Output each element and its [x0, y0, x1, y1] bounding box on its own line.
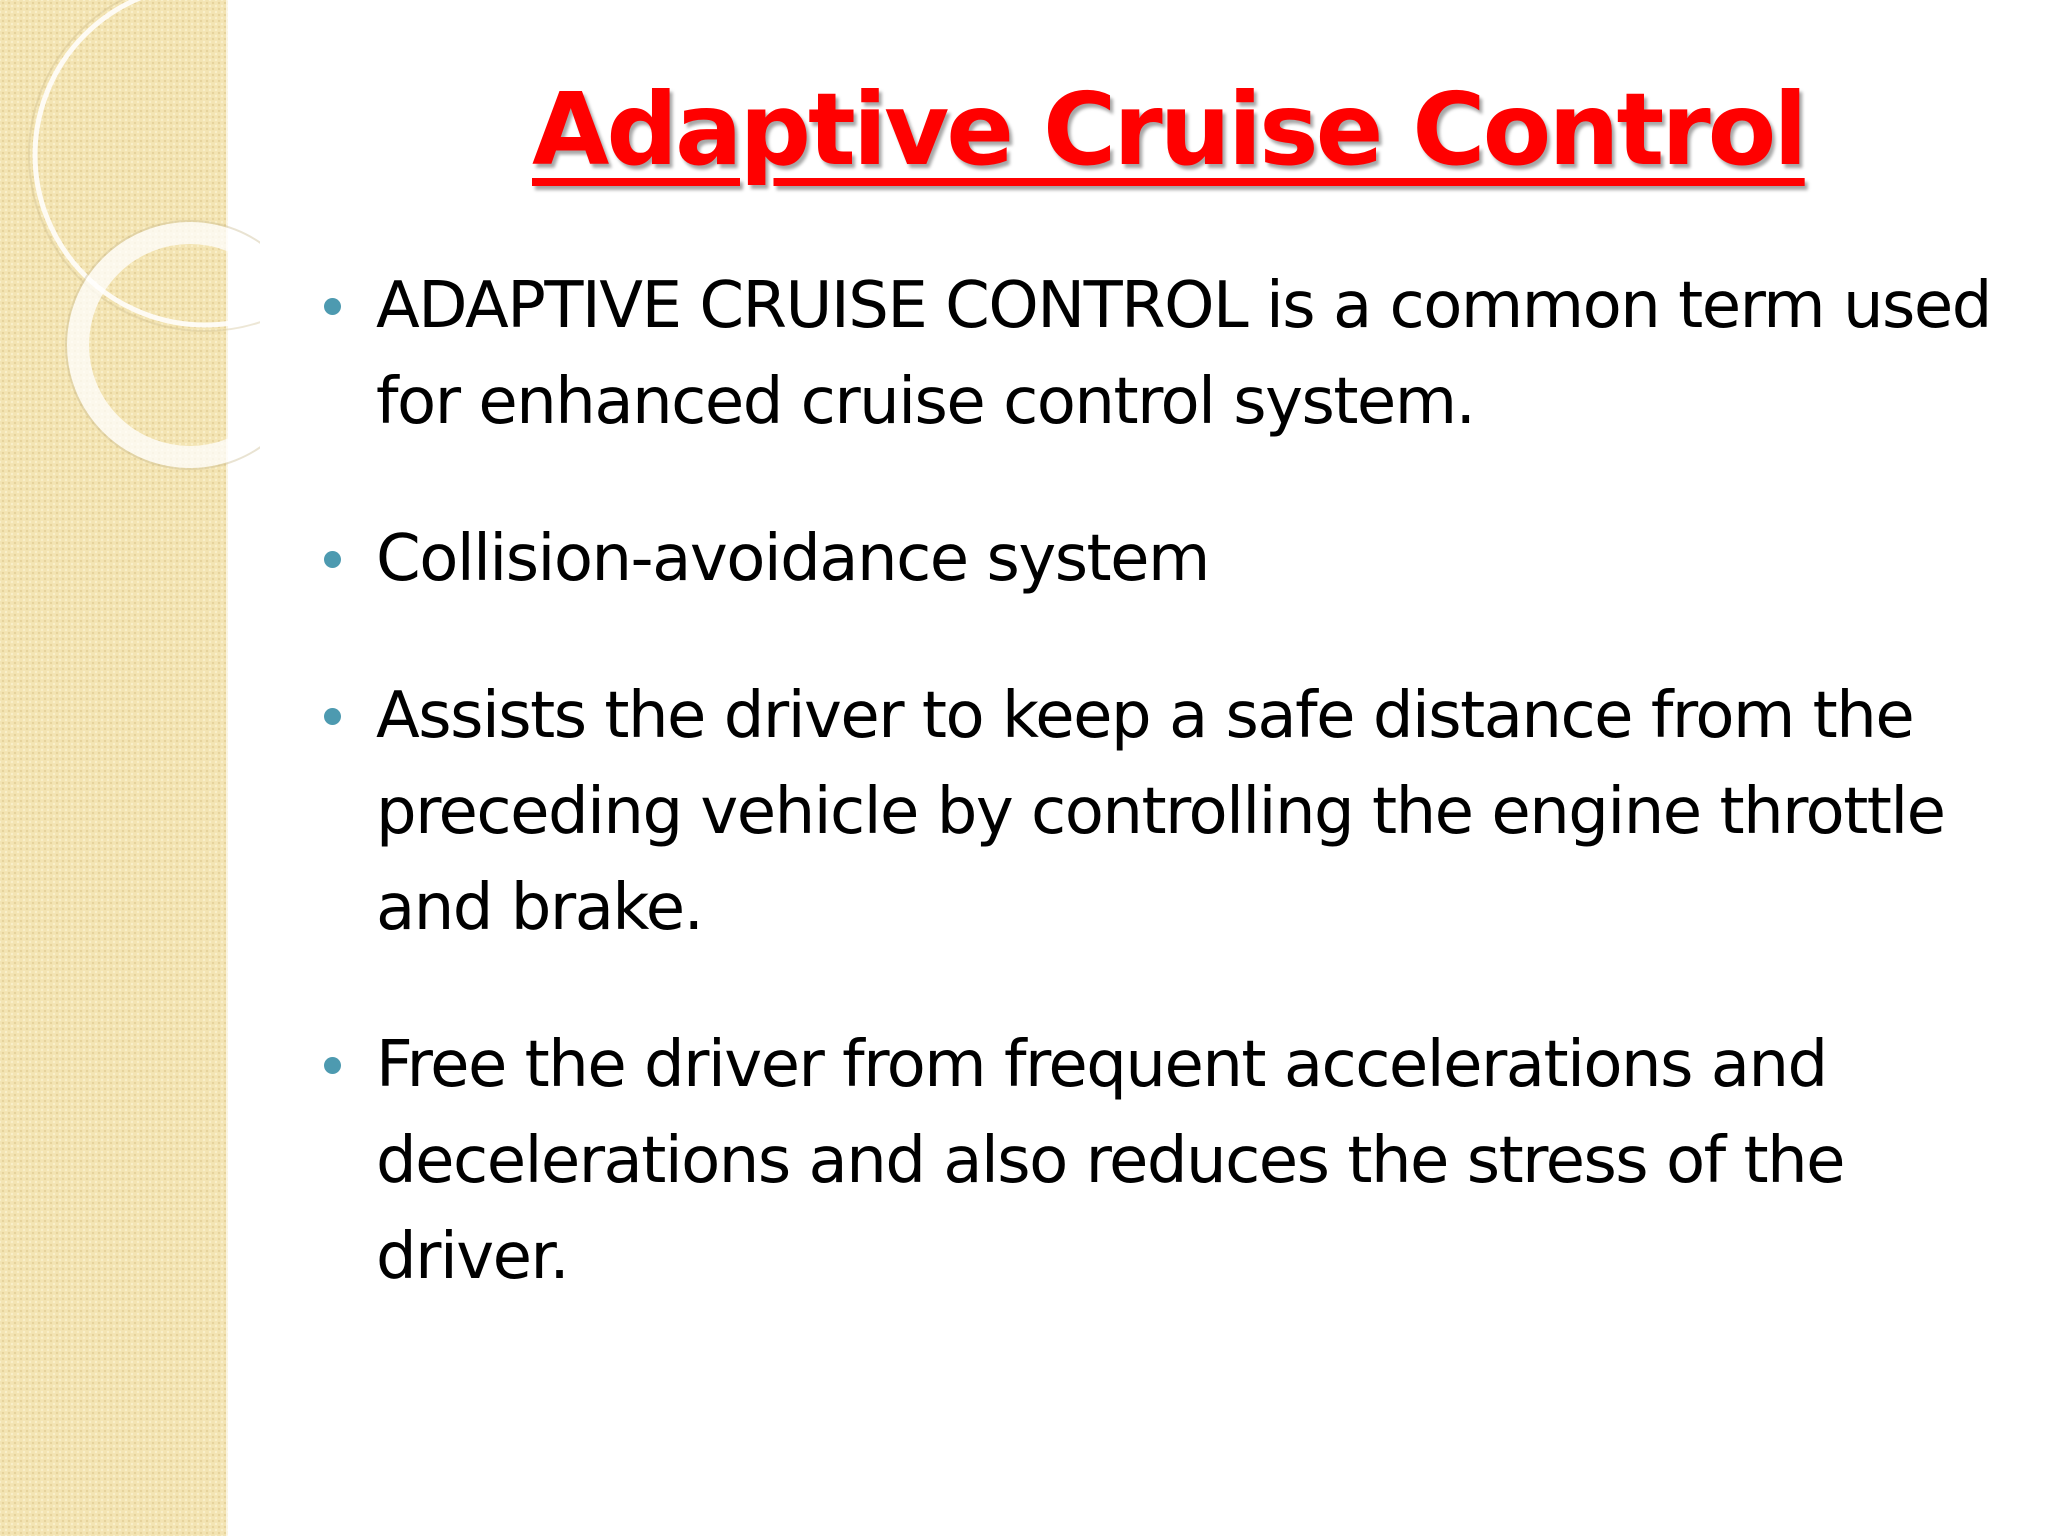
decorative-rings	[0, 0, 260, 560]
bullet-text: Assists the driver to keep a safe distance from the preceding vehicle by controlling the engine throttle and brake.	[376, 679, 1945, 945]
bullet-text: ADAPTIVE CRUISE CONTROL is a common term used for enhanced cruise control system.	[376, 269, 1991, 439]
bullet-list	[318, 258, 1998, 1305]
bullet-text: Free the driver from frequent accelerations and decelerations and also reduces the stress of the driver.	[376, 1028, 1845, 1294]
bullet-dot-icon	[324, 1057, 341, 1074]
slide-title: Adaptive Cruise Control	[532, 71, 1805, 188]
bullet-item	[318, 1017, 1998, 1305]
bullet-dot-icon	[324, 708, 341, 725]
bullet-item	[318, 258, 1998, 450]
bullet-text: Collision-avoidance system	[376, 522, 1209, 596]
bullet-item	[318, 668, 1998, 956]
bullet-dot-icon	[324, 551, 341, 568]
bullet-item	[318, 511, 1998, 607]
bullet-dot-icon	[324, 298, 341, 315]
